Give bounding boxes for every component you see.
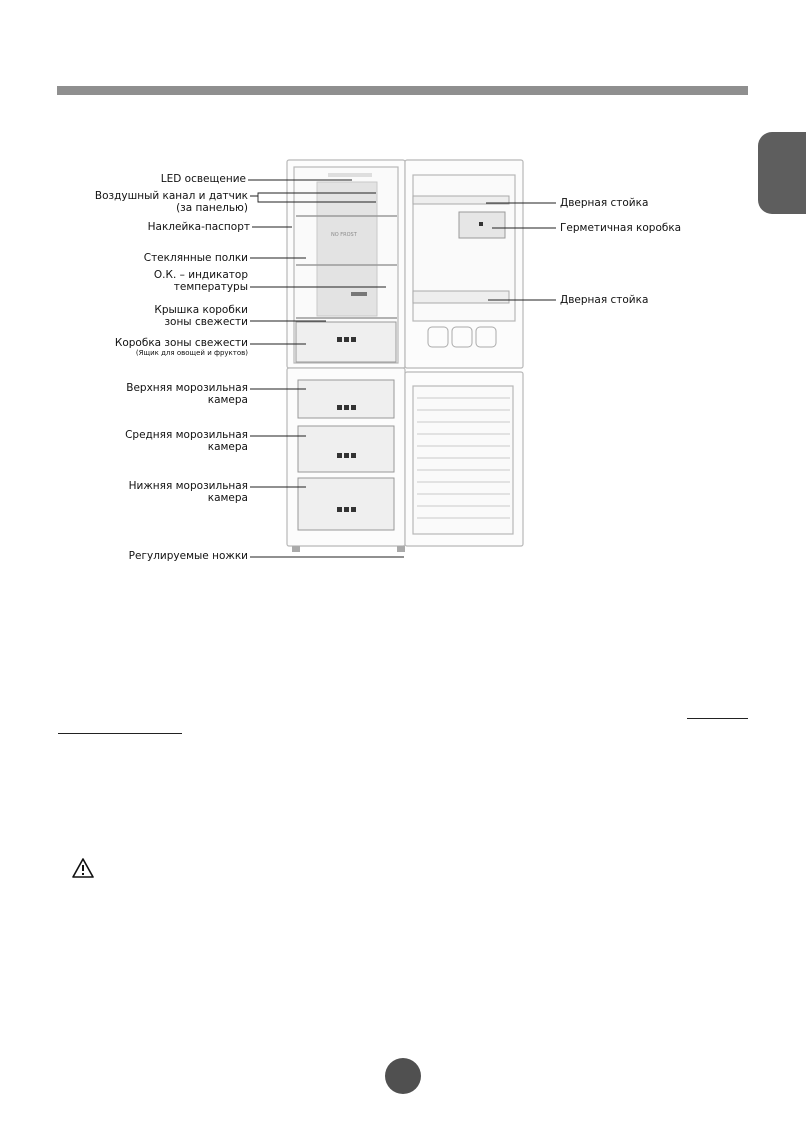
fridge-door bbox=[405, 160, 523, 368]
label-sealed-box: Герметичная коробка bbox=[560, 222, 682, 234]
label-door-rack-bottom: Дверная стойка bbox=[560, 294, 649, 306]
label-middle-freezer-2: камера bbox=[207, 441, 248, 453]
label-fresh-lid-2: зоны свежести bbox=[164, 316, 248, 328]
led-light bbox=[328, 173, 372, 177]
label-upper-freezer-2: камера bbox=[207, 394, 248, 406]
adjustable-feet bbox=[292, 546, 405, 552]
label-led: LED освещение bbox=[160, 173, 246, 185]
page-number-badge bbox=[385, 1058, 421, 1094]
label-air-duct: Воздушный канал и датчик bbox=[94, 190, 248, 202]
label-middle-freezer: Средняя морозильная bbox=[125, 429, 248, 441]
label-passport: Наклейка-паспорт bbox=[147, 221, 250, 233]
label-lower-freezer-2: камера bbox=[207, 492, 248, 504]
temperature-indicator bbox=[351, 292, 367, 296]
warning-icon bbox=[72, 858, 94, 878]
label-temp-indicator-2: температуры bbox=[173, 281, 248, 293]
label-fresh-box: Коробка зоны свежести bbox=[114, 337, 248, 349]
no-frost-text: NO FROST bbox=[331, 232, 357, 238]
text-underline-continued bbox=[58, 733, 182, 734]
label-upper-freezer: Верхняя морозильная bbox=[126, 382, 248, 394]
label-lower-freezer: Нижняя морозильная bbox=[128, 480, 248, 492]
label-feet: Регулируемые ножки bbox=[128, 550, 248, 562]
label-glass-shelves: Стеклянные полки bbox=[143, 252, 248, 264]
text-underline bbox=[687, 718, 748, 719]
label-door-rack-top: Дверная стойка bbox=[560, 197, 649, 209]
label-air-duct-note: (за панелью) bbox=[176, 202, 248, 214]
label-fresh-box-note: (Ящик для овощей и фруктов) bbox=[135, 349, 248, 357]
label-fresh-lid: Крышка коробки bbox=[154, 304, 248, 316]
label-temp-indicator: О.К. – индикатор bbox=[153, 269, 248, 281]
